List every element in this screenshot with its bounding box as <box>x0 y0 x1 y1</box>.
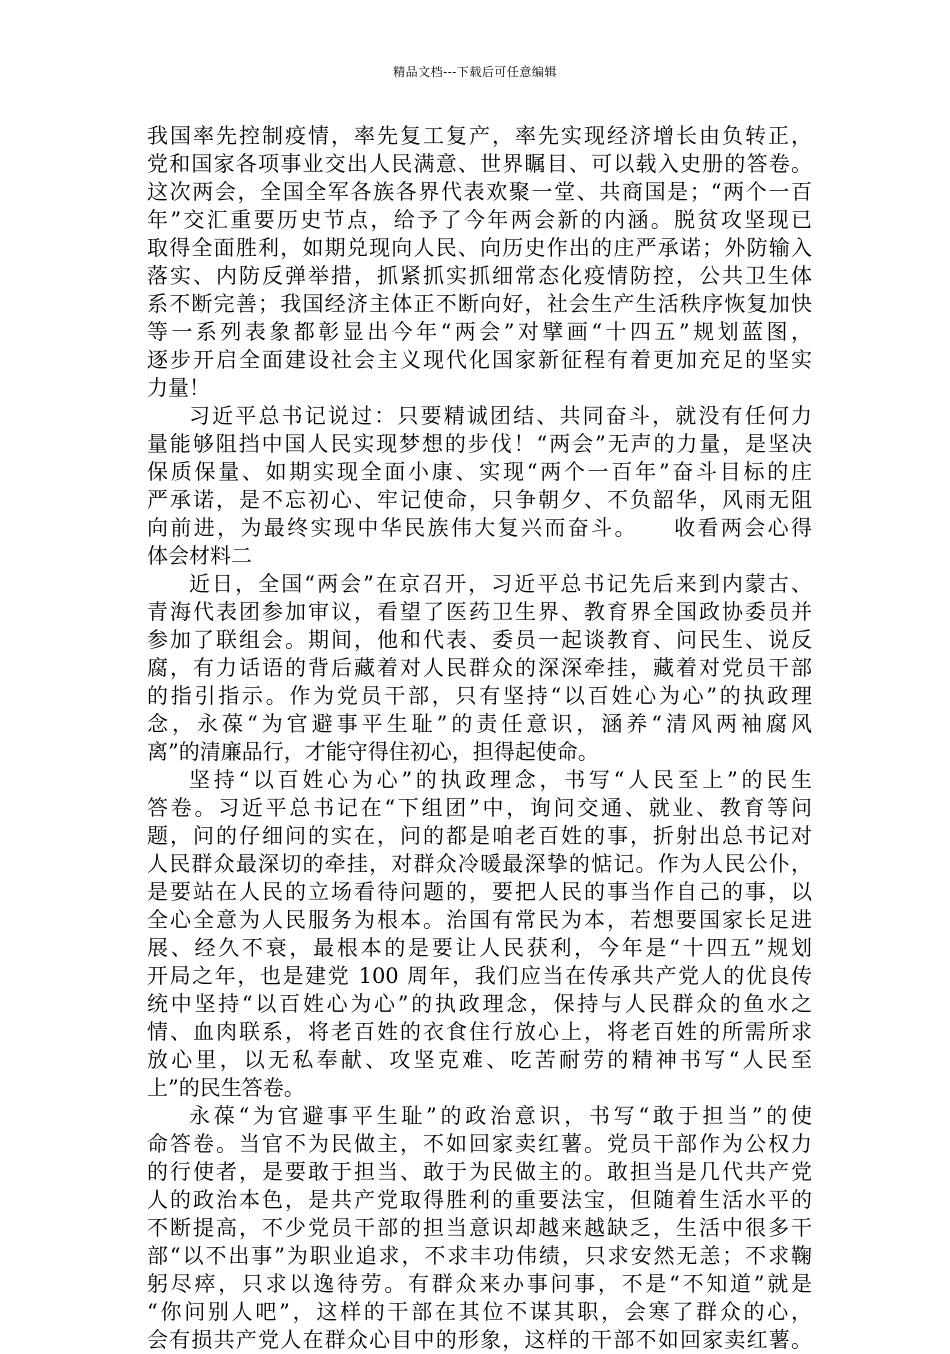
text-line: 全心全意为人民服务为根本。治国有常民为本，若想要国家长足进 <box>147 908 812 932</box>
text-line: 题，问的仔细问的实在，问的都是咱老百姓的事，折射出总书记对 <box>147 824 812 848</box>
text-line: 年”交汇重要历史节点，给予了今年两会新的内涵。脱贫攻坚现已 <box>147 208 812 232</box>
text-line: 的指引指示。作为党员干部，只有坚持“以百姓心为心”的执政理 <box>147 684 812 708</box>
text-line: 部“以不出事”为职业追求，不求丰功伟绩，只求安然无恙；不求鞠 <box>147 1244 812 1268</box>
text-line: 命答卷。当官不为民做主，不如回家卖红薯。党员干部作为公权力 <box>147 1132 812 1156</box>
text-line: 逐步开启全面建设社会主义现代化国家新征程有着更加充足的坚实 <box>147 348 812 372</box>
text-line: 取得全面胜利，如期兑现向人民、向历史作出的庄严承诺；外防输入 <box>147 236 812 260</box>
text-line: 念，永葆“为官避事平生耻”的责任意识，涵养“清风两袖腐风 <box>147 712 812 736</box>
text-line: 答卷。习近平总书记在“下组团”中，询问交通、就业、教育等问 <box>147 796 812 820</box>
text-line: 人的政治本色，是共产党取得胜利的重要法宝，但随着生活水平的 <box>147 1188 812 1212</box>
text-line: 体会材料二 <box>147 544 252 568</box>
text-line: 我国率先控制疫情，率先复工复产，率先实现经济增长由负转正， <box>147 124 812 148</box>
page-header: 精品文档---下载后可任意编辑 <box>393 65 557 79</box>
text-line: 等一系列表象都彰显出今年“两会”对擘画“十四五”规划蓝图， <box>147 320 812 344</box>
text-line: 近日，全国“两会”在京召开，习近平总书记先后来到内蒙古、 <box>189 572 812 596</box>
text-line: 向前进，为最终实现中华民族伟大复兴而奋斗。 收看两会心得 <box>147 516 812 540</box>
text-line: 的行使者，是要敢于担当、敢于为民做主的。敢担当是几代共产党 <box>147 1160 812 1184</box>
text-line: 参加了联组会。期间，他和代表、委员一起谈教育、问民生、说反 <box>147 628 812 652</box>
text-line: 青海代表团参加审议，看望了医药卫生界、教育界全国政协委员并 <box>147 600 812 624</box>
text-line: 情、血肉联系，将老百姓的衣食住行放心上，将老百姓的所需所求 <box>147 1020 812 1044</box>
text-line: 不断提高，不少党员干部的担当意识却越来越缺乏，生活中很多干 <box>147 1216 812 1240</box>
text-line: 量能够阻挡中国人民实现梦想的步伐！“两会”无声的力量，是坚决 <box>147 432 812 456</box>
text-line: 力量！ <box>147 376 210 400</box>
text-line: 严承诺，是不忘初心、牢记使命，只争朝夕、不负韶华，风雨无阻 <box>147 488 812 512</box>
text-line: 是要站在人民的立场看待问题的，要把人民的事当作自己的事，以 <box>147 880 812 904</box>
text-line: 上”的民生答卷。 <box>147 1076 305 1100</box>
text-line: 展、经久不衰，最根本的是要让人民获利，今年是“十四五”规划 <box>147 936 812 960</box>
text-line: 这次两会，全国全军各族各界代表欢聚一堂、共商国是；“两个一百 <box>147 180 812 204</box>
text-line: 腐，有力话语的背后藏着对人民群众的深深牵挂，藏着对党员干部 <box>147 656 812 680</box>
text-line: 统中坚持“以百姓心为心”的执政理念，保持与人民群众的鱼水之 <box>147 992 812 1016</box>
text-line: 人民群众最深切的牵挂，对群众冷暖最深挚的惦记。作为人民公仆， <box>147 852 812 876</box>
text-line: 永葆“为官避事平生耻”的政治意识，书写“敢于担当”的使 <box>189 1104 812 1128</box>
text-line: 会有损共产党人在群众心目中的形象，这样的干部不如回家卖红薯。 <box>147 1328 812 1352</box>
text-line: 保质保量、如期实现全面小康、实现“两个一百年”奋斗目标的庄 <box>147 460 812 484</box>
text-line: 党和国家各项事业交出人民满意、世界瞩目、可以载入史册的答卷。 <box>147 152 812 176</box>
text-line: 离”的清廉品行，才能守得住初心，担得起使命。 <box>147 740 599 764</box>
text-line: 系不断完善；我国经济主体正不断向好，社会生产生活秩序恢复加快 <box>147 292 812 316</box>
text-line: 开局之年，也是建党 100 周年，我们应当在传承共产党人的优良传 <box>147 964 812 988</box>
document-body <box>147 122 812 1354</box>
text-line: 躬尽瘁，只求以逸待劳。有群众来办事问事，不是“不知道”就是 <box>147 1272 812 1296</box>
text-line: 放心里，以无私奉献、攻坚克难、吃苦耐劳的精神书写“人民至 <box>147 1048 812 1072</box>
text-line: 习近平总书记说过：只要精诚团结、共同奋斗，就没有任何力 <box>189 404 812 428</box>
text-line: 落实、内防反弹举措，抓紧抓实抓细常态化疫情防控，公共卫生体 <box>147 264 812 288</box>
text-line: “你问别人吧”，这样的干部在其位不谋其职，会寒了群众的心， <box>147 1300 812 1324</box>
text-line: 坚持“以百姓心为心”的执政理念，书写“人民至上”的民生 <box>189 768 812 792</box>
